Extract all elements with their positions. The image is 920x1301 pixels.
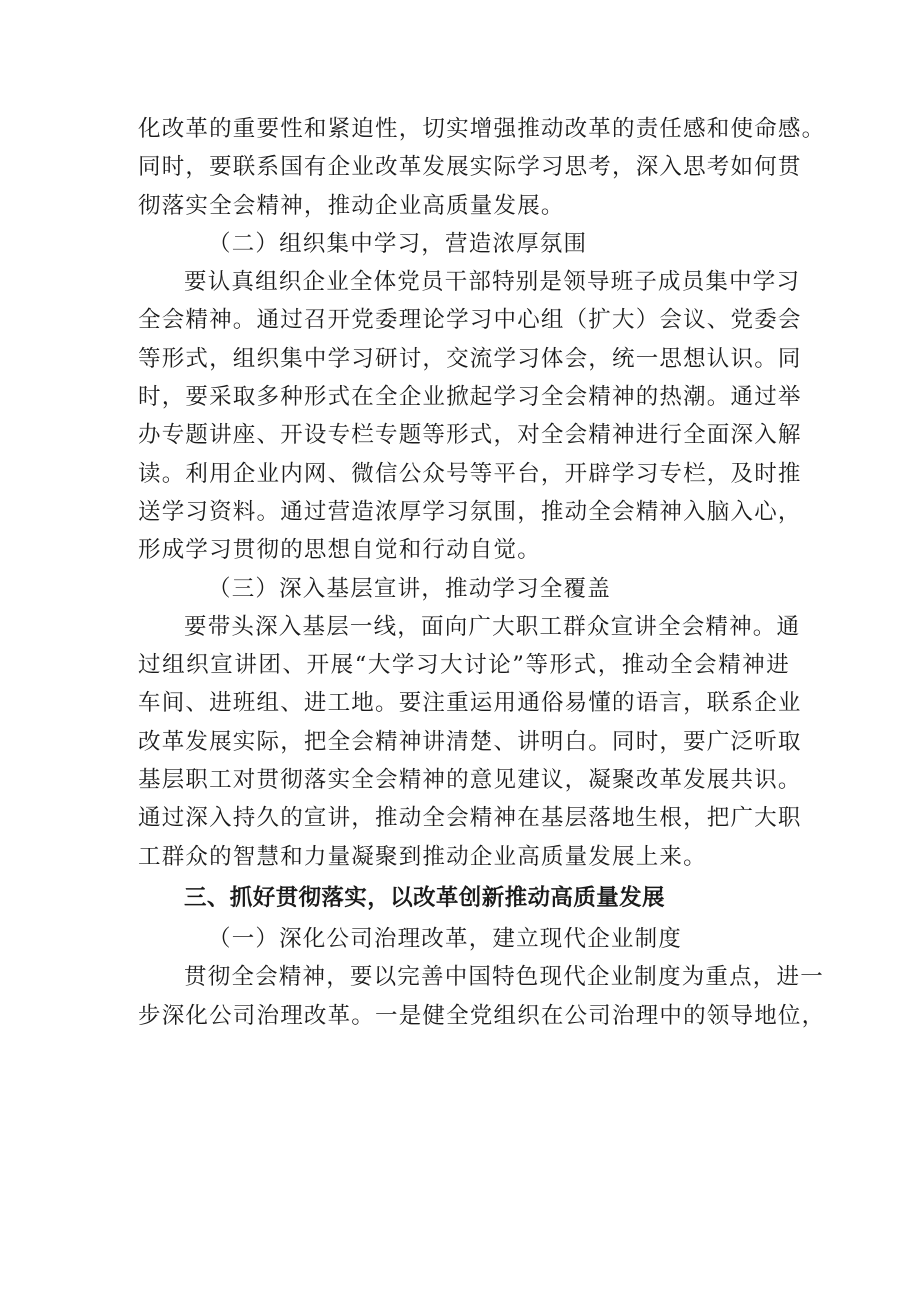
subheading-grassroots: （三）深入基层宣讲，推动学习全覆盖 — [208, 575, 611, 602]
paragraph-line: 通过深入持久的宣讲，推动全会精神在基层落地生根，把广大职 — [138, 805, 802, 832]
paragraph-line: 形成学习贯彻的思想自觉和行动自觉。 — [138, 537, 541, 564]
paragraph-line: 等形式，组织集中学习研讨，交流学习体会，统一思想认识。同 — [138, 345, 802, 372]
subheading-organize-study: （二）组织集中学习，营造浓厚氛围 — [208, 230, 588, 257]
paragraph-line: 过组织宣讲团、开展“大学习大讨论”等形式，推动全会精神进 — [138, 652, 790, 679]
paragraph-line: 要带头深入基层一线，面向广大职工群众宣讲全会精神。通 — [184, 613, 801, 640]
paragraph-line: 贯彻全会精神，要以完善中国特色现代企业制度为重点，进一 — [184, 964, 824, 991]
paragraph-line: 彻落实全会精神，推动企业高质量发展。 — [138, 192, 565, 219]
document-body — [138, 110, 826, 1035]
paragraph-line: 时，要采取多种形式在全企业掀起学习全会精神的热潮。通过举 — [138, 384, 802, 411]
paragraph-line: 同时，要联系国有企业改革发展实际学习思考，深入思考如何贯 — [138, 154, 802, 181]
paragraph-line: 送学习资料。通过营造浓厚学习氛围，推动全会精神入脑入心， — [138, 498, 802, 525]
paragraph-line: 全会精神。通过召开党委理论学习中心组（扩大）会议、党委会 — [138, 307, 802, 334]
section-heading-three: 三、抓好贯彻落实，以改革创新推动高质量发展 — [184, 884, 665, 911]
paragraph-line: 工群众的智慧和力量凝聚到推动企业高质量发展上来。 — [138, 843, 707, 870]
paragraph-line: 化改革的重要性和紧迫性，切实增强推动改革的责任感和使命感。 — [138, 116, 826, 142]
paragraph-line: 要认真组织企业全体党员干部特别是领导班子成员集中学习 — [184, 269, 801, 296]
paragraph-line: 办专题讲座、开设专栏专题等形式，对全会精神进行全面深入解 — [138, 422, 802, 449]
subheading-corporate-governance: （一）深化公司治理改革，建立现代企业制度 — [208, 925, 683, 952]
paragraph-line: 车间、进班组、进工地。要注重运用通俗易懂的语言，联系企业 — [138, 690, 802, 717]
paragraph-line: 读。利用企业内网、微信公众号等平台，开辟学习专栏，及时推 — [138, 460, 802, 487]
paragraph-line: 基层职工对贯彻落实全会精神的意见建议，凝聚改革发展共识。 — [138, 767, 802, 794]
paragraph-line: 改革发展实际，把全会精神讲清楚、讲明白。同时，要广泛听取 — [138, 728, 802, 755]
paragraph-line: 步深化公司治理改革。一是健全党组织在公司治理中的领导地位， — [138, 1002, 826, 1029]
